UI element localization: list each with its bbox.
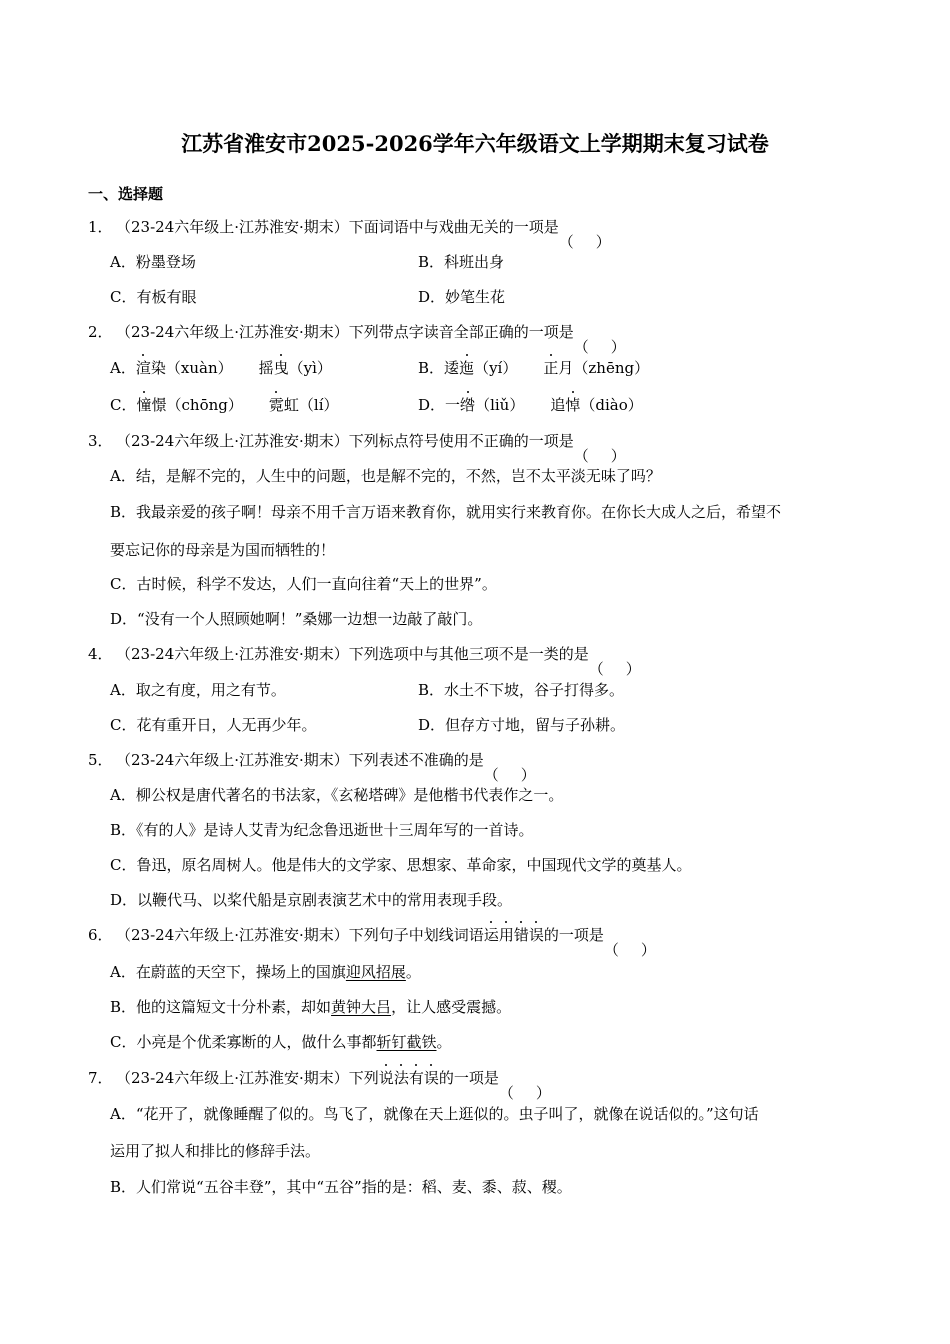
option-a: A．取之有度，用之有节。 [110, 681, 286, 699]
source-tag: （23-24六年级上·江苏淮安·期末） [116, 323, 349, 341]
option-a-continued: 运用了拟人和排比的修辞手法。 [110, 1142, 321, 1160]
underlined-phrase: 迎风招展 [345, 963, 406, 981]
emphasis-char: 有 [408, 1069, 424, 1087]
dotted-char: 霓 [268, 396, 284, 414]
emphasis-char: 用 [498, 926, 514, 944]
dotted-char: 悼 [565, 396, 581, 414]
option-c: C．有板有眼 [110, 288, 197, 306]
section-heading: 一、选择题 [88, 185, 164, 203]
emphasis-char: 误 [528, 926, 544, 944]
option-b: B．水土不下坡，谷子打得多。 [418, 681, 625, 699]
option-d: D．“没有一个人照顾她啊！”桑娜一边想一边敲了敲门。 [110, 610, 483, 628]
question-text: 下列带点字读音全部正确的一项是 [348, 323, 574, 341]
dotted-char: 绺 [460, 396, 476, 414]
question-text: 下列标点符号使用不正确的一项是 [348, 432, 574, 450]
option-a: A．结，是解不完的，人生中的问题，也是解不完的，不然，岂不太平淡无味了吗？ [110, 467, 661, 485]
option-d: D．一绺（liǔ） 追悼（diào） [418, 396, 643, 414]
question-number: 4． [88, 645, 113, 663]
option-a: A．“花开了，就像睡醒了似的。鸟飞了，就像在天上逛似的。虫子叫了，就像在说话似的。”这句话 [110, 1105, 759, 1123]
option-b: B．他的这篇短文十分朴素，却如黄钟大吕，让人感受震撼。 [110, 998, 512, 1016]
emphasis-char: 运 [483, 926, 499, 944]
dotted-char: 憧 [136, 396, 152, 414]
underlined-phrase: 黄钟大吕 [331, 998, 392, 1016]
dotted-char: 曳 [273, 359, 289, 377]
option-c: C．花有重开日，人无再少年。 [110, 716, 317, 734]
source-tag: （23-24六年级上·江苏淮安·期末） [116, 218, 349, 236]
emphasis-char: 法 [393, 1069, 409, 1087]
question-number: 5． [88, 751, 113, 769]
option-c: C．小亮是个优柔寡断的人，做什么事都斩钉截铁。 [110, 1033, 452, 1051]
question-number: 1． [88, 218, 113, 236]
option-a: A．渲染（xuàn） 摇曳（yì） [110, 359, 332, 377]
source-tag: （23-24六年级上·江苏淮安·期末） [116, 751, 349, 769]
option-b-continued: 要忘记你的母亲是为国而牺牲的！ [110, 541, 336, 559]
option-b: B．逶迤（yí） 正月（zhēng） [418, 359, 650, 377]
source-tag: （23-24六年级上·江苏淮安·期末） [116, 1069, 349, 1087]
page-title: 江苏省淮安市2025-2026学年六年级语文上学期期末复习试卷 [181, 131, 769, 156]
option-a: A．柳公权是唐代著名的书法家，《玄秘塔碑》是他楷书代表作之一。 [110, 786, 564, 804]
underlined-phrase: 斩钉截铁 [376, 1033, 437, 1051]
option-a: A．在蔚蓝的天空下，操场上的国旗迎风招展。 [110, 963, 421, 981]
option-b: B．科班出身 [418, 253, 505, 271]
option-c: C．憧憬（chōng） 霓虹（lí） [110, 396, 339, 414]
source-tag: （23-24六年级上·江苏淮安·期末） [116, 926, 349, 944]
option-c: C．鲁迅，原名周树人。他是伟大的文学家、思想家、革命家，中国现代文学的奠基人。 [110, 856, 692, 874]
option-c: C．古时候，科学不发达，人们一直向往着“天上的世界”。 [110, 575, 497, 593]
emphasis-char: 说 [378, 1069, 394, 1087]
question-2-stem: 2． （23-24六年级上·江苏淮安·期末）下列带点字读音全部正确的一项是 （ ） [88, 323, 626, 356]
emphasis-char: 错 [513, 926, 529, 944]
question-3-stem: 3． （23-24六年级上·江苏淮安·期末）下列标点符号使用不正确的一项是 （ ） [88, 432, 626, 465]
question-number: 6． [88, 926, 113, 944]
question-7-stem: 7． （23-24六年级上·江苏淮安·期末）下列说法有误的一项是 （ ） [88, 1069, 551, 1102]
question-1-stem: 1． （23-24六年级上·江苏淮安·期末）下面词语中与戏曲无关的一项是 （ ） [88, 218, 611, 251]
question-5-stem: 5． （23-24六年级上·江苏淮安·期末）下列表述不准确的是 （ ） [88, 751, 536, 784]
question-6-stem: 6． （23-24六年级上·江苏淮安·期末）下列句子中划线词语运用错误的一项是 （ ） [88, 926, 656, 959]
option-d: D．但存方寸地，留与子孙耕。 [418, 716, 626, 734]
option-b: B．我最亲爱的孩子啊！母亲不用千言万语来教育你，就用实行来教育你。在你长大成人之后，希望不 [110, 503, 782, 521]
source-tag: （23-24六年级上·江苏淮安·期末） [116, 645, 349, 663]
source-tag: （23-24六年级上·江苏淮安·期末） [116, 432, 349, 450]
question-4-stem: 4． （23-24六年级上·江苏淮安·期末）下列选项中与其他三项不是一类的是 （ ） [88, 645, 641, 678]
option-d: D．以鞭代马、以桨代船是京剧表演艺术中的常用表现手段。 [110, 891, 513, 909]
emphasis-char: 误 [423, 1069, 439, 1087]
question-text: 下列表述不准确的是 [348, 751, 484, 769]
dotted-char: 正 [543, 359, 559, 377]
option-d: D．妙笔生花 [418, 288, 506, 306]
dotted-char: 迤 [459, 359, 475, 377]
dotted-char: 渲 [135, 359, 151, 377]
option-b: B．人们常说“五谷丰登”，其中“五谷”指的是：稻、麦、黍、菽、稷。 [110, 1178, 572, 1196]
option-a: A．粉墨登场 [110, 253, 196, 271]
question-number: 7． [88, 1069, 113, 1087]
question-text: 下面词语中与戏曲无关的一项是 [348, 218, 559, 236]
question-number: 3． [88, 432, 113, 450]
question-number: 2． [88, 323, 113, 341]
option-b: B．《有的人》是诗人艾青为纪念鲁迅逝世十三周年写的一首诗。 [110, 821, 534, 839]
question-text: 下列选项中与其他三项不是一类的是 [348, 645, 589, 663]
